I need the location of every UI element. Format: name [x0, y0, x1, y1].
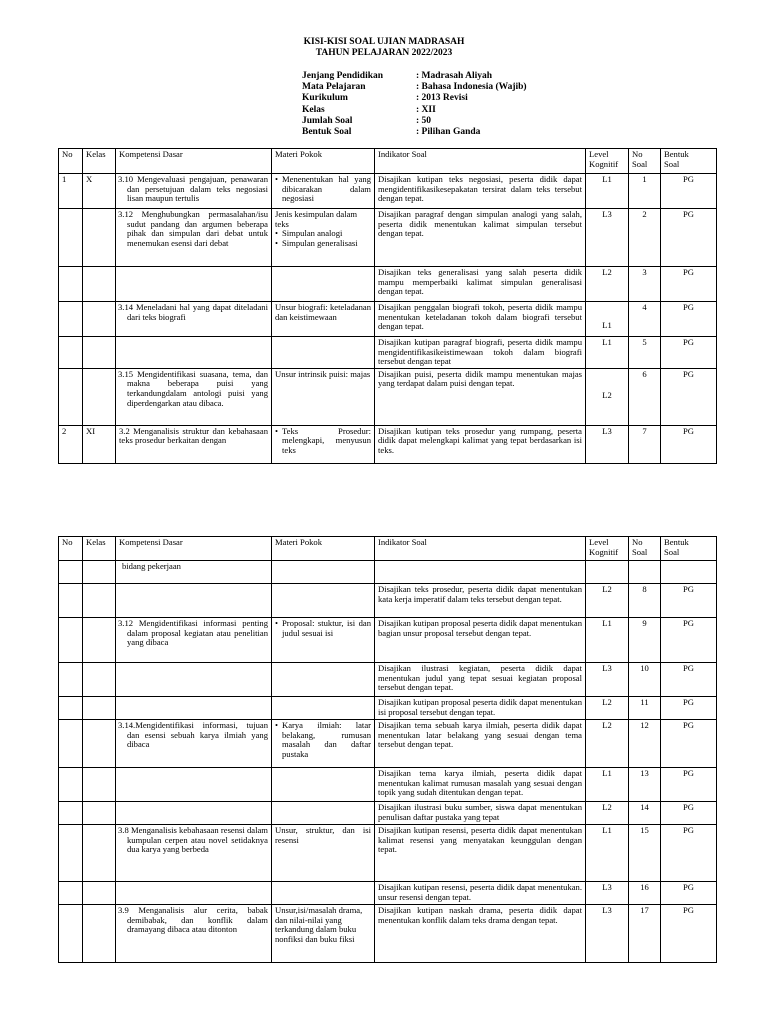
table-row: [59, 425, 717, 463]
materi-text: Jenis kesimpulan dalam teks: [275, 209, 358, 229]
cell-kompetensi-dasar: 3.10 Mengevaluasi pengajuan, penawaran dan persetujuan dalam teks negosiasi lisan maupun tertulis: [116, 174, 272, 209]
cell-kelas: [83, 825, 116, 882]
cell-level-kognitif: L2: [586, 802, 629, 825]
cell-no-soal: 10: [629, 663, 661, 697]
cell-indikator-soal: Disajikan kutipan resensi, peserta didik dapat menentukan kalimat resensi yang menyatakan keunggulan dengan tepat.: [375, 825, 586, 882]
cell-bentuk-soal: [661, 561, 717, 584]
cell-level-kognitif: L3: [586, 209, 629, 267]
cell-bentuk-soal: PG: [661, 768, 717, 802]
cell-indikator-soal: Disajikan teks generalisasi yang salah peserta didik mampu memperbaiki kalimat simpulan generalisasi dengan tepat.: [375, 267, 586, 302]
table-row: [59, 825, 717, 882]
cell-kelas: [83, 267, 116, 302]
cell-no-soal: 16: [629, 882, 661, 905]
cell-spacer: [589, 370, 625, 391]
col-header-text: Kognitif: [589, 546, 619, 557]
info-row-jenjang: [302, 71, 527, 82]
bullet-item: • Teks Prosedur: melengkapi, menyusun teks: [275, 427, 371, 456]
table-row: [59, 337, 717, 369]
table-row: [59, 561, 717, 584]
cell-indikator-soal: [375, 561, 586, 584]
col-header-bentuk-soal: [661, 149, 717, 174]
info-value: : Bahasa Indonesia (Wajib): [416, 82, 527, 93]
cell-kelas: [83, 663, 116, 697]
cell-indikator-soal: Disajikan kutipan proposal peserta didik dapat menentukan bagian unsur proposal tersebut dengan tepat.: [375, 618, 586, 663]
cell-indikator-soal: Disajikan tema karya ilmiah, peserta didik dapat menentukan kalimat rumusan masalah yang sesuai dengan topik yang sudah ditentukan dengan tepat.: [375, 768, 586, 802]
info-row-kurikulum: [302, 93, 527, 104]
cell-kompetensi-dasar: [116, 802, 272, 825]
col-header-no-soal: [629, 537, 661, 561]
table-row: [59, 302, 717, 337]
exam-info: [302, 71, 527, 138]
cell-materi-pokok: [272, 618, 375, 663]
info-label: Bentuk Soal: [302, 127, 352, 138]
col-header-materi-pokok: Materi Pokok: [272, 149, 375, 174]
cell-materi-pokok: [272, 882, 375, 905]
table-header-row: [59, 537, 717, 561]
cell-kelas: [83, 368, 116, 425]
cell-level-kognitif: [586, 302, 629, 337]
cell-indikator-soal: Disajikan kutipan teks prosedur yang rumpang, peserta didik dapat melengkapi kalimat yang tepat berdasarkan isi teks.: [375, 425, 586, 463]
cell-kompetensi-dasar: 3.8 Menganalisis kebahasaan resensi dalam kumpulan cerpen atau novel setidaknya dua karya yang berbeda: [116, 825, 272, 882]
col-header-bentuk-soal: [661, 537, 717, 561]
table-row: [59, 697, 717, 720]
cell-no-soal: 12: [629, 720, 661, 768]
cell-no: [59, 561, 83, 584]
cell-no-soal: 4: [629, 302, 661, 337]
cell-kompetensi-dasar: 3.12 Menghubungkan permasalahan/isu sudut pandang dan argumen beberapa pihak dan simpulan dari debat untuk menemukan esensi dari debat: [116, 209, 272, 267]
cell-no: [59, 802, 83, 825]
cell-materi-pokok: Unsur biografi: keteladanan dan keistimewaan: [272, 302, 375, 337]
cell-kompetensi-dasar: [116, 697, 272, 720]
col-header-level-kognitif: [586, 149, 629, 174]
cell-spacer: [589, 303, 625, 321]
info-label: Kurikulum: [302, 93, 348, 104]
cell-indikator-soal: Disajikan kutipan resensi, peserta didik dapat menentukan. unsur resensi dengan tepat.: [375, 882, 586, 905]
document-subtitle: TAHUN PELAJARAN 2022/2023: [315, 48, 453, 58]
table-row: [59, 905, 717, 963]
table-row: [59, 802, 717, 825]
table-row: [59, 267, 717, 302]
cell-no: [59, 720, 83, 768]
cell-no: [59, 584, 83, 618]
info-row-mapel: [302, 82, 527, 93]
cell-level-kognitif: L2: [586, 584, 629, 618]
col-header-materi-pokok: Materi Pokok: [272, 537, 375, 561]
cell-materi-pokok: Unsur,isi/masalah drama, dan nilai-nilai yang terkandung dalam buku nonfiksi dan buku fiksi: [272, 905, 375, 963]
cell-kompetensi-dasar: [116, 768, 272, 802]
cell-no-soal: 5: [629, 337, 661, 369]
cell-no-soal: 14: [629, 802, 661, 825]
cell-no-soal: 9: [629, 618, 661, 663]
cell-materi-pokok: [272, 584, 375, 618]
cell-no-soal: [629, 561, 661, 584]
cell-indikator-soal: Disajikan teks prosedur, peserta didik dapat menentukan kata kerja imperatif dalam teks tersebut dengan tepat.: [375, 584, 586, 618]
cell-kelas: [83, 768, 116, 802]
col-header-text: Kognitif: [589, 158, 619, 169]
cell-level-kognitif: L2: [586, 697, 629, 720]
col-header-text: Soal: [632, 546, 648, 557]
cell-materi-pokok: Unsur intrinsik puisi: majas: [272, 368, 375, 425]
cell-no: [59, 267, 83, 302]
col-header-text: Soal: [632, 158, 648, 169]
table-row: [59, 368, 717, 425]
table-row: [59, 584, 717, 618]
cell-no: [59, 209, 83, 267]
bullet-item: • Simpulan generalisasi: [275, 239, 371, 249]
cell-kelas: [83, 337, 116, 369]
info-label: Mata Pelajaran: [302, 82, 366, 93]
cell-bentuk-soal: PG: [661, 337, 717, 369]
cell-bentuk-soal: PG: [661, 368, 717, 425]
cell-indikator-soal: Disajikan penggalan biografi tokoh, peserta didik mampu menentukan keteladanan tokoh dalam biografi tersebut dengan tepat.: [375, 302, 586, 337]
cell-materi-pokok: [272, 697, 375, 720]
cell-kelas: [83, 720, 116, 768]
cell-bentuk-soal: PG: [661, 697, 717, 720]
cell-indikator-soal: Disajikan paragraf dengan simpulan analogi yang salah, peserta didik menentukan kalimat simpulan tersebut dengan tepat.: [375, 209, 586, 267]
cell-kompetensi-dasar: [116, 584, 272, 618]
info-value: : Pilihan Ganda: [416, 127, 481, 138]
cell-materi-pokok: [272, 174, 375, 209]
cell-kompetensi-dasar: [116, 337, 272, 369]
col-header-kelas: Kelas: [83, 537, 116, 561]
cell-indikator-soal: Disajikan kutipan teks negosiasi, peserta didik dapat mengidentifikasikesepakatan tersirat dalam teks tersebut dengan tepat.: [375, 174, 586, 209]
cell-no: [59, 337, 83, 369]
cell-kelas: [83, 561, 116, 584]
cell-kompetensi-dasar: 3.14 Meneladani hal yang dapat diteladani dari teks biografi: [116, 302, 272, 337]
cell-level-kognitif: L3: [586, 905, 629, 963]
cell-kompetensi-dasar: 3.14.Mengidentifikasi informasi, tujuan dan esensi sebuah karya ilmiah yang dibaca: [116, 720, 272, 768]
col-header-text: Soal: [664, 546, 680, 557]
col-header-text: Level: [589, 537, 609, 547]
cell-no: [59, 768, 83, 802]
cell-kelas: [83, 584, 116, 618]
document-title: KISI-KISI SOAL UJIAN MADRASAH: [303, 37, 465, 47]
cell-materi-pokok: [272, 802, 375, 825]
cell-no: 1: [59, 174, 83, 209]
cell-kelas: [83, 209, 116, 267]
info-row-bentuk-soal: [302, 127, 527, 138]
cell-no: [59, 825, 83, 882]
col-header-text: No: [632, 149, 643, 159]
cell-bentuk-soal: PG: [661, 663, 717, 697]
cell-level-kognitif: L2: [586, 267, 629, 302]
cell-level-kognitif: L2: [586, 720, 629, 768]
cell-materi-pokok: [272, 425, 375, 463]
cell-indikator-soal: Disajikan puisi, peserta didik mampu menentukan majas yang terdapat dalam puisi dengan tepat.: [375, 368, 586, 425]
table-row: [59, 720, 717, 768]
cell-kompetensi-dasar: 3.9 Menganalisis alur cerita, babak demibabak, dan konflik dalam dramayang dibaca atau ditonton: [116, 905, 272, 963]
cell-bentuk-soal: PG: [661, 720, 717, 768]
cell-level-kognitif: [586, 368, 629, 425]
cell-no: [59, 697, 83, 720]
col-header-no-soal: [629, 149, 661, 174]
cell-no: [59, 368, 83, 425]
cell-level-kognitif: [586, 561, 629, 584]
cell-materi-pokok: [272, 561, 375, 584]
cell-kelas: [83, 302, 116, 337]
info-label: Jumlah Soal: [302, 115, 353, 126]
cell-materi-pokok: [272, 768, 375, 802]
table-row: [59, 663, 717, 697]
cell-bentuk-soal: PG: [661, 174, 717, 209]
cell-kelas: [83, 697, 116, 720]
table-row: [59, 174, 717, 209]
cell-level-kognitif: L1: [586, 174, 629, 209]
cell-no-soal: 11: [629, 697, 661, 720]
cell-bentuk-soal: PG: [661, 209, 717, 267]
cell-no: [59, 905, 83, 963]
cell-kompetensi-dasar: [116, 882, 272, 905]
cell-kompetensi-dasar: 3.12 Mengidentifikasi informasi penting dalam proposal kegiatan atau penelitian yang dibaca: [116, 618, 272, 663]
cell-indikator-soal: Disajikan ilustrasi kegiatan, peserta didik dapat menentukan judul yang tepat sesuai kegiatan proposal tersebut dengan tepat.: [375, 663, 586, 697]
info-label: Kelas: [302, 104, 325, 115]
cell-kompetensi-dasar: bidang pekerjaan: [116, 561, 272, 584]
col-header-kompetensi-dasar: Kompetensi Dasar: [116, 149, 272, 174]
cell-no-soal: 3: [629, 267, 661, 302]
cell-no-soal: 2: [629, 209, 661, 267]
bullet-item: • Karya ilmiah: latar belakang, rumusan masalah dan daftar pustaka: [275, 721, 371, 759]
cell-kompetensi-dasar: 3.2 Menganalisis struktur dan kebahasaan teks prosedur berkaitan dengan: [116, 425, 272, 463]
cell-level-kognitif: L1: [586, 337, 629, 369]
col-header-kelas: Kelas: [83, 149, 116, 174]
col-header-kompetensi-dasar: Kompetensi Dasar: [116, 537, 272, 561]
col-header-text: No: [632, 537, 643, 547]
cell-indikator-soal: Disajikan tema sebuah karya ilmiah, peserta didik dapat menentukan latar belakang yang sesuai dengan tema tersebut dengan tepat.: [375, 720, 586, 768]
cell-kompetensi-dasar: [116, 267, 272, 302]
cell-level-kognitif: L3: [586, 663, 629, 697]
col-header-no: No: [59, 149, 83, 174]
col-header-indikator-soal: Indikator Soal: [375, 537, 586, 561]
bullet-item: • Simpulan analogi: [275, 229, 371, 239]
cell-bentuk-soal: PG: [661, 302, 717, 337]
level-value: L1: [602, 320, 612, 330]
table-row: [59, 768, 717, 802]
kisi-kisi-table-2: [58, 536, 717, 963]
col-header-text: Bentuk: [664, 537, 689, 547]
table-row: [59, 882, 717, 905]
table-row: [59, 618, 717, 663]
cell-kelas: [83, 618, 116, 663]
cell-materi-pokok: [272, 720, 375, 768]
cell-materi-pokok: Unsur, struktur, dan isi resensi: [272, 825, 375, 882]
cell-kelas: [83, 802, 116, 825]
cell-level-kognitif: L3: [586, 425, 629, 463]
cell-indikator-soal: Disajikan kutipan paragraf biografi, peserta didik mampu mengidentifikasikeistimewaan tokoh dalam biografi tersebut dengan tepat: [375, 337, 586, 369]
cell-bentuk-soal: PG: [661, 618, 717, 663]
cell-no: [59, 882, 83, 905]
bullet-item: • Proposal: stuktur, isi dan judul sesuai isi: [275, 619, 371, 638]
cell-level-kognitif: L1: [586, 825, 629, 882]
cell-no-soal: 17: [629, 905, 661, 963]
info-value: : 2013 Revisi: [416, 93, 468, 104]
cell-no: [59, 618, 83, 663]
table-row: [59, 209, 717, 267]
cell-indikator-soal: Disajikan kutipan proposal peserta didik dapat menentukan isi proposal tersebut dengan tepat.: [375, 697, 586, 720]
cell-bentuk-soal: PG: [661, 905, 717, 963]
col-header-text: Level: [589, 149, 609, 159]
cell-materi-pokok: [272, 209, 375, 267]
cell-no-soal: 1: [629, 174, 661, 209]
cell-bentuk-soal: PG: [661, 267, 717, 302]
col-header-text: Soal: [664, 158, 680, 169]
col-header-no: No: [59, 537, 83, 561]
col-header-level-kognitif: [586, 537, 629, 561]
info-value: : XII: [416, 104, 436, 115]
cell-bentuk-soal: PG: [661, 584, 717, 618]
cell-no-soal: 8: [629, 584, 661, 618]
cell-kelas: [83, 905, 116, 963]
cell-indikator-soal: Disajikan kutipan naskah drama, peserta didik dapat menentukan konflik dalam teks drama dengan tepat.: [375, 905, 586, 963]
cell-kompetensi-dasar: [116, 663, 272, 697]
table-header-row: [59, 149, 717, 174]
info-value: : Madrasah Aliyah: [416, 71, 493, 81]
cell-bentuk-soal: PG: [661, 882, 717, 905]
cell-kelas: [83, 882, 116, 905]
info-label: Jenjang Pendidikan: [302, 71, 384, 81]
bullet-item: • Menenentukan hal yang dibicarakan dalam negosiasi: [275, 175, 371, 204]
cell-kelas: XI: [83, 425, 116, 463]
cell-materi-pokok: [272, 663, 375, 697]
cell-no-soal: 15: [629, 825, 661, 882]
cell-materi-pokok: [272, 337, 375, 369]
col-header-text: Bentuk: [664, 149, 689, 159]
level-value: L2: [602, 389, 612, 400]
cell-no-soal: 6: [629, 368, 661, 425]
cell-bentuk-soal: PG: [661, 425, 717, 463]
cell-kelas: X: [83, 174, 116, 209]
info-value: : 50: [416, 115, 432, 126]
col-header-indikator-soal: Indikator Soal: [375, 149, 586, 174]
cell-bentuk-soal: PG: [661, 802, 717, 825]
cell-bentuk-soal: PG: [661, 825, 717, 882]
cell-level-kognitif: L1: [586, 618, 629, 663]
cell-no: [59, 302, 83, 337]
cell-no-soal: 13: [629, 768, 661, 802]
cell-level-kognitif: L1: [586, 768, 629, 802]
cell-materi-pokok: [272, 267, 375, 302]
cell-no: 2: [59, 425, 83, 463]
cell-indikator-soal: Disajikan ilustrasi buku sumber, siswa dapat menentukan penulisan daftar pustaka yang tepat: [375, 802, 586, 825]
kisi-kisi-table-1: [58, 148, 717, 464]
info-row-jumlah-soal: [302, 116, 527, 127]
info-row-kelas: [302, 105, 527, 116]
cell-kompetensi-dasar: 3.15 Mengidentifikasi suasana, tema, dan makna beberapa puisi yang terkandungdalam antologi puisi yang diperdengarkan atau dibaca.: [116, 368, 272, 425]
cell-no: [59, 663, 83, 697]
cell-no-soal: 7: [629, 425, 661, 463]
cell-level-kognitif: L3: [586, 882, 629, 905]
